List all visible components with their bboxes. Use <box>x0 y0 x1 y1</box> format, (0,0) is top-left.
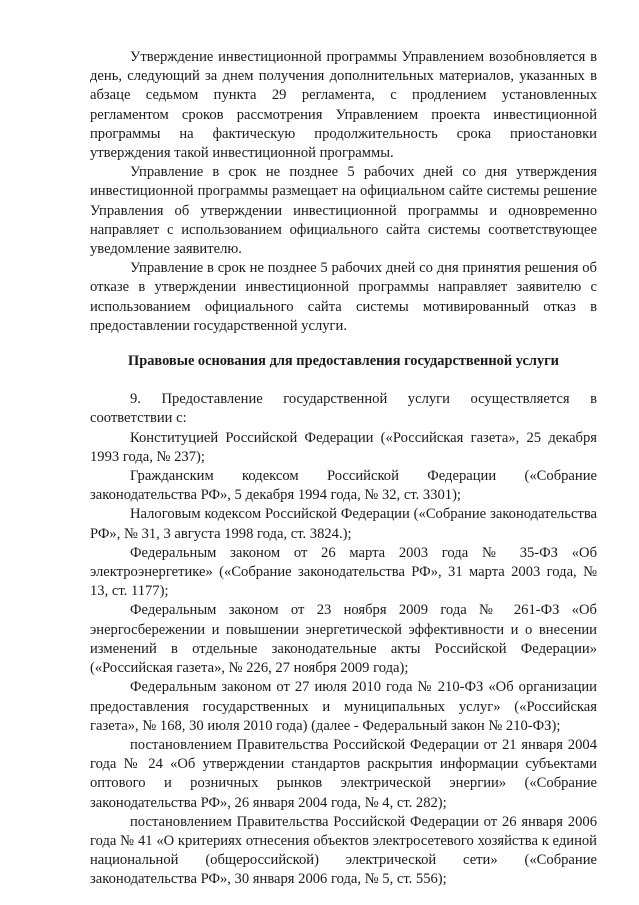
document-page <box>90 48 597 890</box>
paragraph-resumption: Утверждение инвестиционной программы Управлением возобновляется в день, следующий за днем получения дополнительных материалов, указанных в абзаце седьмом пункта 29 регламента, с продлением установленных регламентом сроков рассмотрения Управлением проекта инвестиционной программы на фактическую продолжительность срока приостановки утверждения такой инвестиционной программы. <box>90 49 597 162</box>
paragraph-approval-notice: Управление в срок не позднее 5 рабочих дней со дня утверждения инвестиционной программы размещает на официальном сайте системы решение Управления об утверждении инвестиционной программы и одновременно направляет с использованием официального сайта системы соответствующее уведомление заявителю. <box>90 164 597 258</box>
section-heading: Правовые основания для предоставления государственной услуги <box>128 353 559 370</box>
legal-basis-decree-41: постановлением Правительства Российской Федерации от 26 января 2006 года № 41 «О критериях отнесения объектов электросетевого хозяйства к единой национальной (общероссийской) электрической сети» («Собрание законодательства РФ», 30 января 2006 года, № 5, ст. 556); <box>90 813 597 888</box>
paragraph-refusal-notice: Управление в срок не позднее 5 рабочих дней со дня принятия решения об отказе в утверждении инвестиционной программы направляет заявителю с использованием официального сайта системы мотивированный отказ в предоставлении государственной услуги. <box>90 260 597 334</box>
legal-basis-civil-code: Гражданским кодексом Российской Федерации («Собрание законодательства РФ», 5 декабря 1994 года, № 32, ст. 3301); <box>90 468 597 504</box>
legal-basis-law-210fz: Федеральным законом от 27 июля 2010 года № 210-ФЗ «Об организации предоставления государственных и муниципальных услуг» («Российская газета», № 168, 30 июля 2010 года) (далее - Федеральный закон № 210-ФЗ); <box>90 679 597 734</box>
legal-basis-constitution: Конституцией Российской Федерации («Российская газета», 25 декабря 1993 года, № 237); <box>90 429 597 465</box>
legal-basis-law-261fz: Федеральным законом от 23 ноября 2009 года № 261-ФЗ «Об энергосбережении и повышении энергетической эффективности и о внесении изменений в отдельные законодательные акты Российской Федерации» («Российская газета», № 226, 27 ноября 2009 года); <box>90 602 597 677</box>
legal-basis-decree-24: постановлением Правительства Российской Федерации от 21 января 2004 года № 24 «Об утверждении стандартов раскрытия информации субъектами оптового и розничных рынков электрической энергии» («Собрание законодательства РФ», 26 января 2004 года, № 4, ст. 282); <box>90 736 597 811</box>
paragraph-clause-9: 9. Предоставление государственной услуги осуществляется в соответствии с: <box>90 391 597 427</box>
legal-basis-law-35fz: Федеральным законом от 26 марта 2003 года № 35-ФЗ «Об электроэнергетике» («Собрание законодательства РФ», 31 марта 2003 года, № 13, ст. 1177); <box>90 544 597 600</box>
legal-basis-tax-code: Налоговым кодексом Российской Федерации («Собрание законодательства РФ», № 31, 3 августа 1998 года, ст. 3824.); <box>90 506 597 542</box>
